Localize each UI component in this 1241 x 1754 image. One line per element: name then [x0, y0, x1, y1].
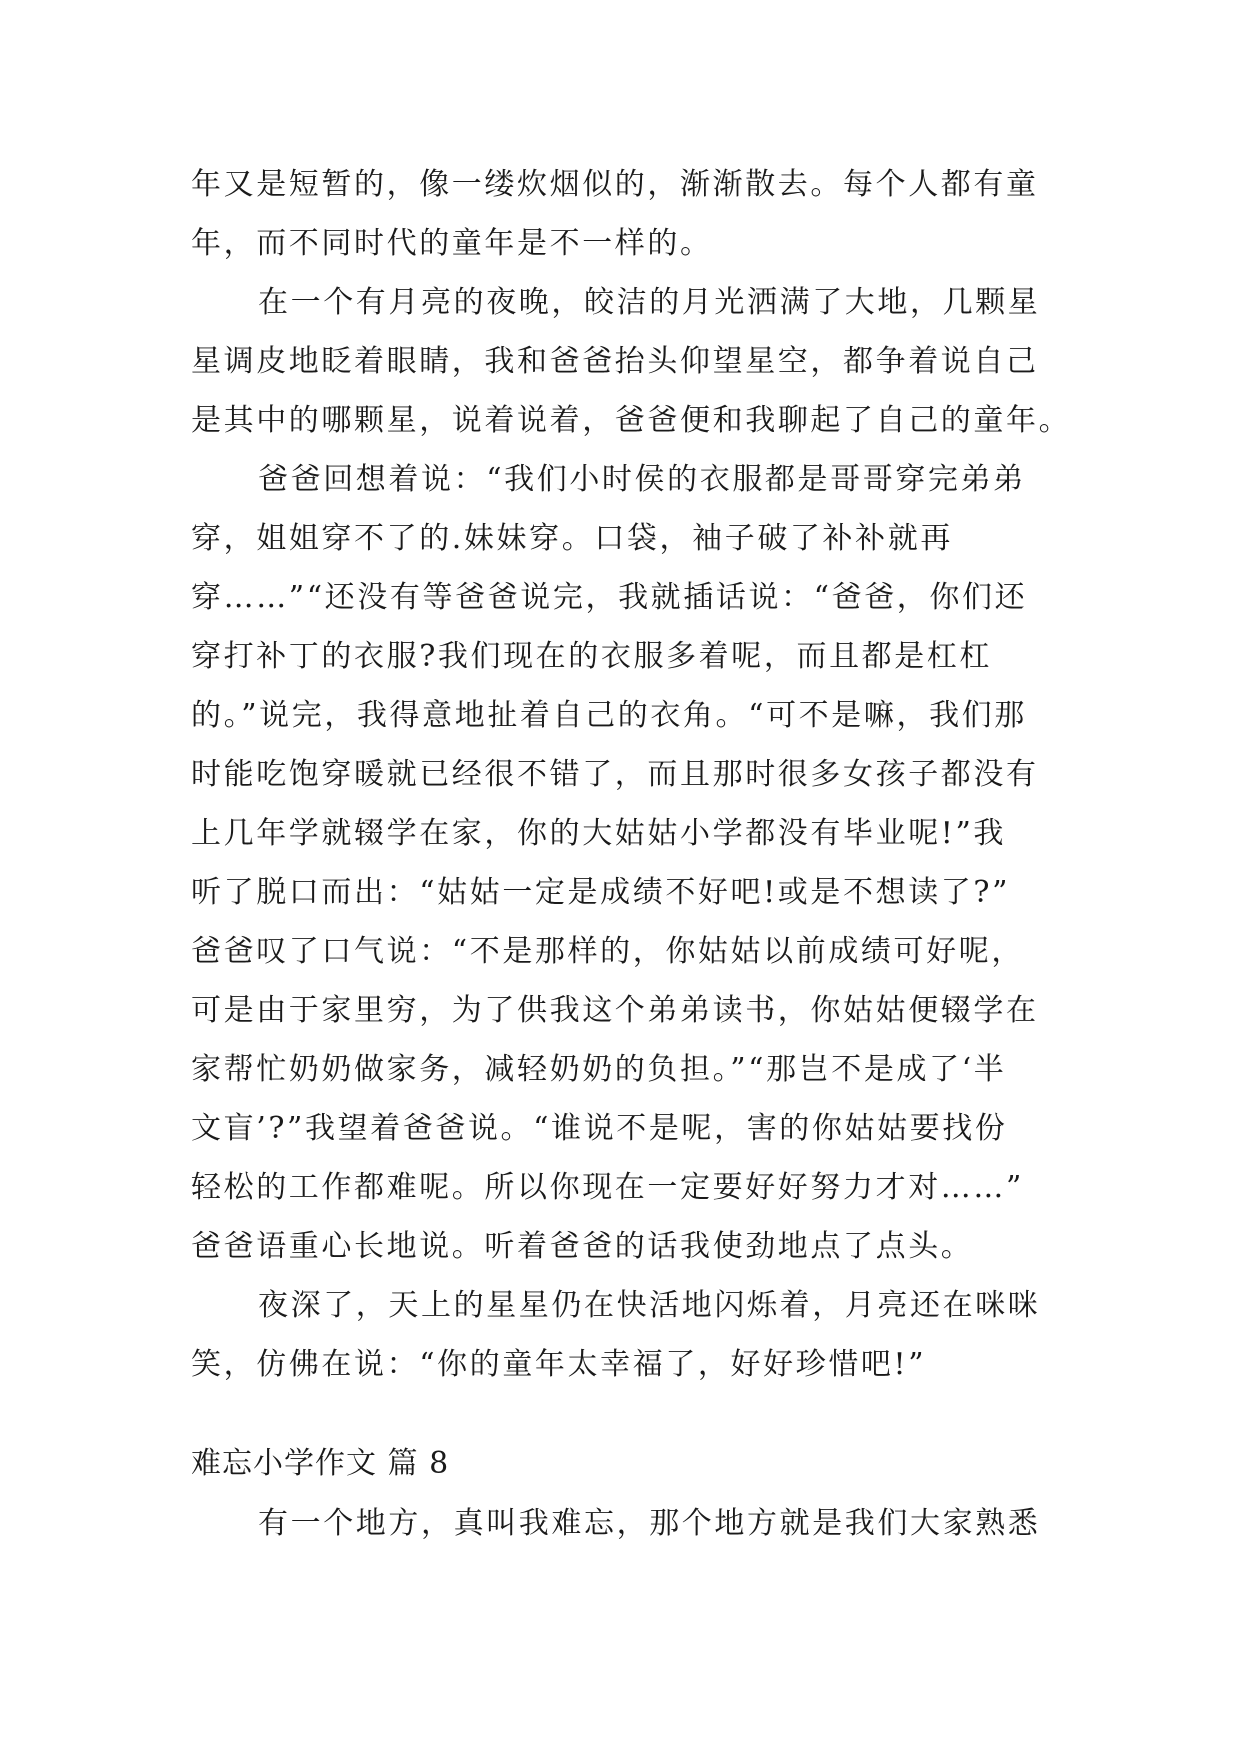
paragraph-first-line: 夜深了，天上的星星仍在快活地闪烁着，月亮还在咪咪 [258, 1288, 1041, 1323]
paragraph-first-line: 在一个有月亮的夜晚，皎洁的月光洒满了大地，几颗星 [258, 285, 1041, 320]
text-line: 文盲’?”我望着爸爸说。“谁说不是呢，害的你姑姑要找份 [191, 1111, 1008, 1146]
text-line: 听了脱口而出：“姑姑一定是成绩不好吧!或是不想读了?” [191, 875, 1011, 910]
section-heading: 难忘小学作文 篇 8 [191, 1446, 450, 1481]
text-line: 年又是短暂的，像一缕炊烟似的，渐渐散去。每个人都有童 [191, 167, 1039, 202]
text-line: 时能吃饱穿暖就已经很不错了，而且那时很多女孩子都没有 [191, 757, 1039, 792]
text-line: 爸爸叹了口气说：“不是那样的，你姑姑以前成绩可好呢， [191, 934, 1024, 969]
text-line: 星调皮地眨着眼睛，我和爸爸抬头仰望星空，都争着说自己 [191, 344, 1039, 379]
text-line: 家帮忙奶奶做家务，减轻奶奶的负担。”“那岂不是成了‘半 [191, 1052, 1007, 1087]
text-line: 的。”说完，我得意地扯着自己的衣角。“可不是嘛，我们那 [191, 698, 1027, 733]
paragraph-first-line: 有一个地方，真叫我难忘，那个地方就是我们大家熟悉 [258, 1506, 1041, 1541]
text-line: 穿……”“还没有等爸爸说完，我就插话说：“爸爸，你们还 [191, 580, 1028, 615]
text-line: 可是由于家里穷，为了供我这个弟弟读书，你姑姑便辍学在 [191, 993, 1039, 1028]
text-line: 是其中的哪颗星，说着说着，爸爸便和我聊起了自己的童年。 [191, 403, 1072, 438]
paragraph-first-line: 爸爸回想着说：“我们小时侯的衣服都是哥哥穿完弟弟 [258, 462, 1026, 497]
text-line: 轻松的工作都难呢。所以你现在一定要好好努力才对……” [191, 1170, 1024, 1205]
text-line: 笑，仿佛在说：“你的童年太幸福了，好好珍惜吧!” [191, 1347, 927, 1382]
text-line: 穿，姐姐穿不了的.妹妹穿。口袋，袖子破了补补就再 [191, 521, 953, 556]
text-line: 穿打补丁的衣服?我们现在的衣服多着呢，而且都是杠杠 [191, 639, 993, 674]
text-line: 年，而不同时代的童年是不一样的。 [191, 226, 713, 261]
text-line: 上几年学就辍学在家，你的大姑姑小学都没有毕业呢!”我 [191, 816, 1006, 851]
text-line: 爸爸语重心长地说。听着爸爸的话我使劲地点了点头。 [191, 1229, 974, 1264]
